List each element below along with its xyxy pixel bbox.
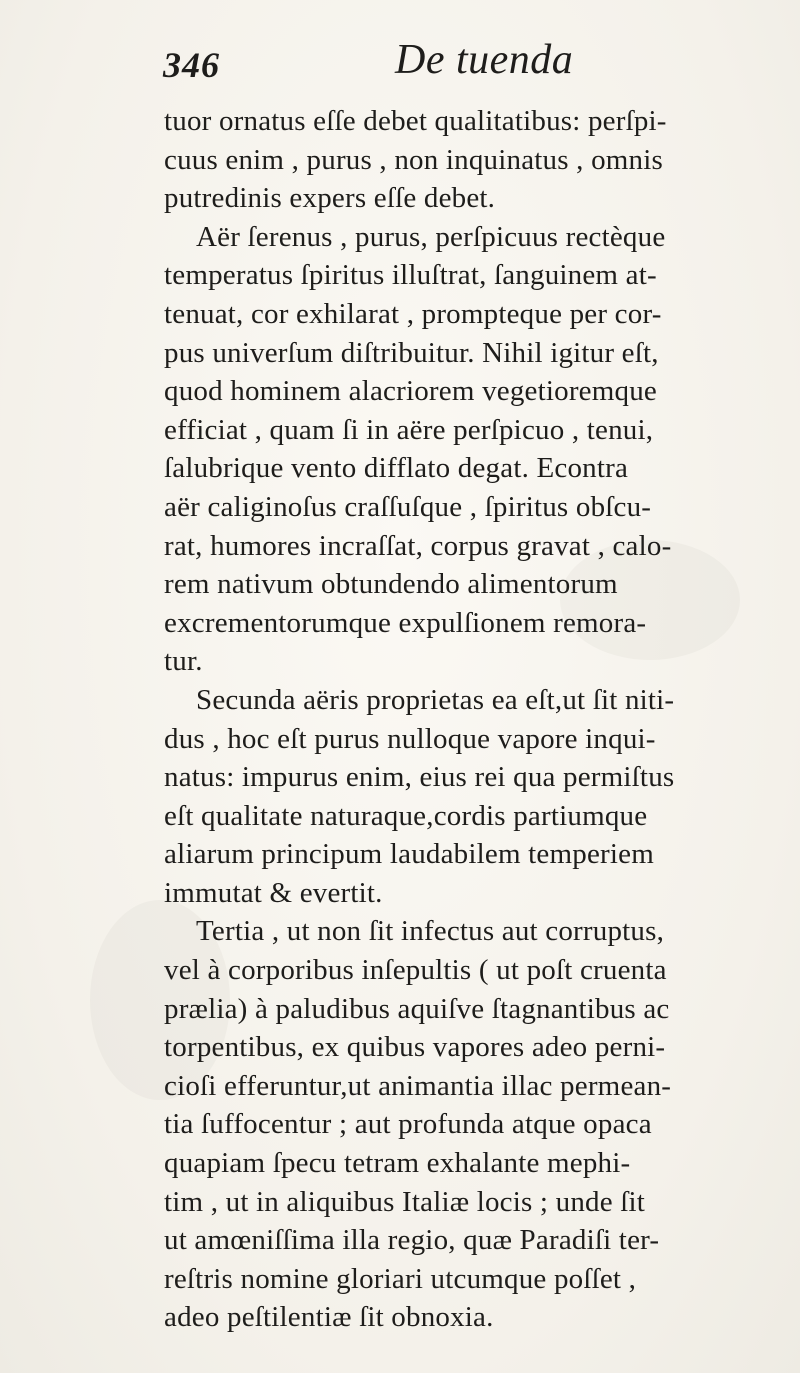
- text-line: tuor ornatus eſſe debet qualitatibus: perſpi-: [164, 105, 667, 137]
- text-line: prælia) à paludibus aquiſve ſtagnantibus ac: [164, 992, 670, 1025]
- text-line: eſt qualitate naturaque,cordis partiumque: [164, 799, 648, 832]
- page-header: [0, 36, 800, 96]
- text-line: adeo peſtilentiæ ſit obnoxia.: [164, 1301, 494, 1334]
- text-line: tia ſuffocentur ; aut profunda atque opaca: [164, 1108, 652, 1141]
- text-line: quapiam ſpecu tetram exhalante mephi-: [164, 1147, 631, 1180]
- text-line: efficiat , quam ſi in aëre perſpicuo , tenui,: [164, 413, 654, 446]
- text-line: tenuat, cor exhilarat , prompteque per cor-: [164, 297, 662, 330]
- text-line: cioſi efferuntur,ut animantia illac permean-: [164, 1069, 672, 1102]
- text-line: rat, humores incraſſat, corpus gravat , calo-: [164, 529, 672, 562]
- text-line: ut amœniſſima illa regio, quæ Paradiſi ter-: [164, 1224, 660, 1257]
- text-line: immutat & evertit.: [164, 876, 383, 909]
- text-line: dus , hoc eſt purus nulloque vapore inqui-: [164, 722, 656, 755]
- paragraph-start-line: Secunda aëris proprietas ea eſt,ut ſit niti-: [196, 683, 675, 716]
- body-text: [164, 102, 744, 1337]
- paragraph-start-line: Tertia , ut non ſit infectus aut corruptus,: [196, 915, 665, 948]
- text-line: temperatus ſpiritus illuſtrat, ſanguinem at-: [164, 259, 657, 292]
- text-line: vel à corporibus inſepultis ( ut poſt cruenta: [164, 954, 667, 987]
- text-line: rem nativum obtundendo alimentorum: [164, 568, 618, 601]
- text-line: putredinis expers eſſe debet.: [164, 182, 496, 215]
- text-line: ſalubrique vento difflato degat. Econtra: [164, 452, 629, 485]
- running-title: De tuenda: [395, 37, 574, 83]
- paragraph-start-line: Aër ſerenus , purus, perſpicuus rectèque: [196, 220, 666, 253]
- text-line: quod hominem alacriorem vegetioremque: [164, 375, 657, 408]
- text-line: cuus enim , purus , non inquinatus , omnis: [164, 143, 663, 176]
- text-line: natus: impurus enim, eius rei qua permiſtus: [164, 761, 675, 794]
- text-line: pus univerſum diſtribuitur. Nihil igitur eſt,: [164, 336, 659, 369]
- text-line: tur.: [164, 645, 203, 678]
- text-line: tim , ut in aliquibus Italiæ locis ; unde ſit: [164, 1185, 646, 1218]
- page-number: 346: [163, 45, 220, 85]
- text-line: aliarum principum laudabilem temperiem: [164, 838, 654, 871]
- text-line: torpentibus, ex quibus vapores adeo perni-: [164, 1031, 666, 1064]
- text-line: excrementorumque expulſionem remora-: [164, 606, 647, 639]
- text-line: reſtris nomine gloriari utcumque poſſet ,: [164, 1262, 637, 1295]
- text-line: aër caliginoſus craſſuſque , ſpiritus obſcu-: [164, 490, 652, 523]
